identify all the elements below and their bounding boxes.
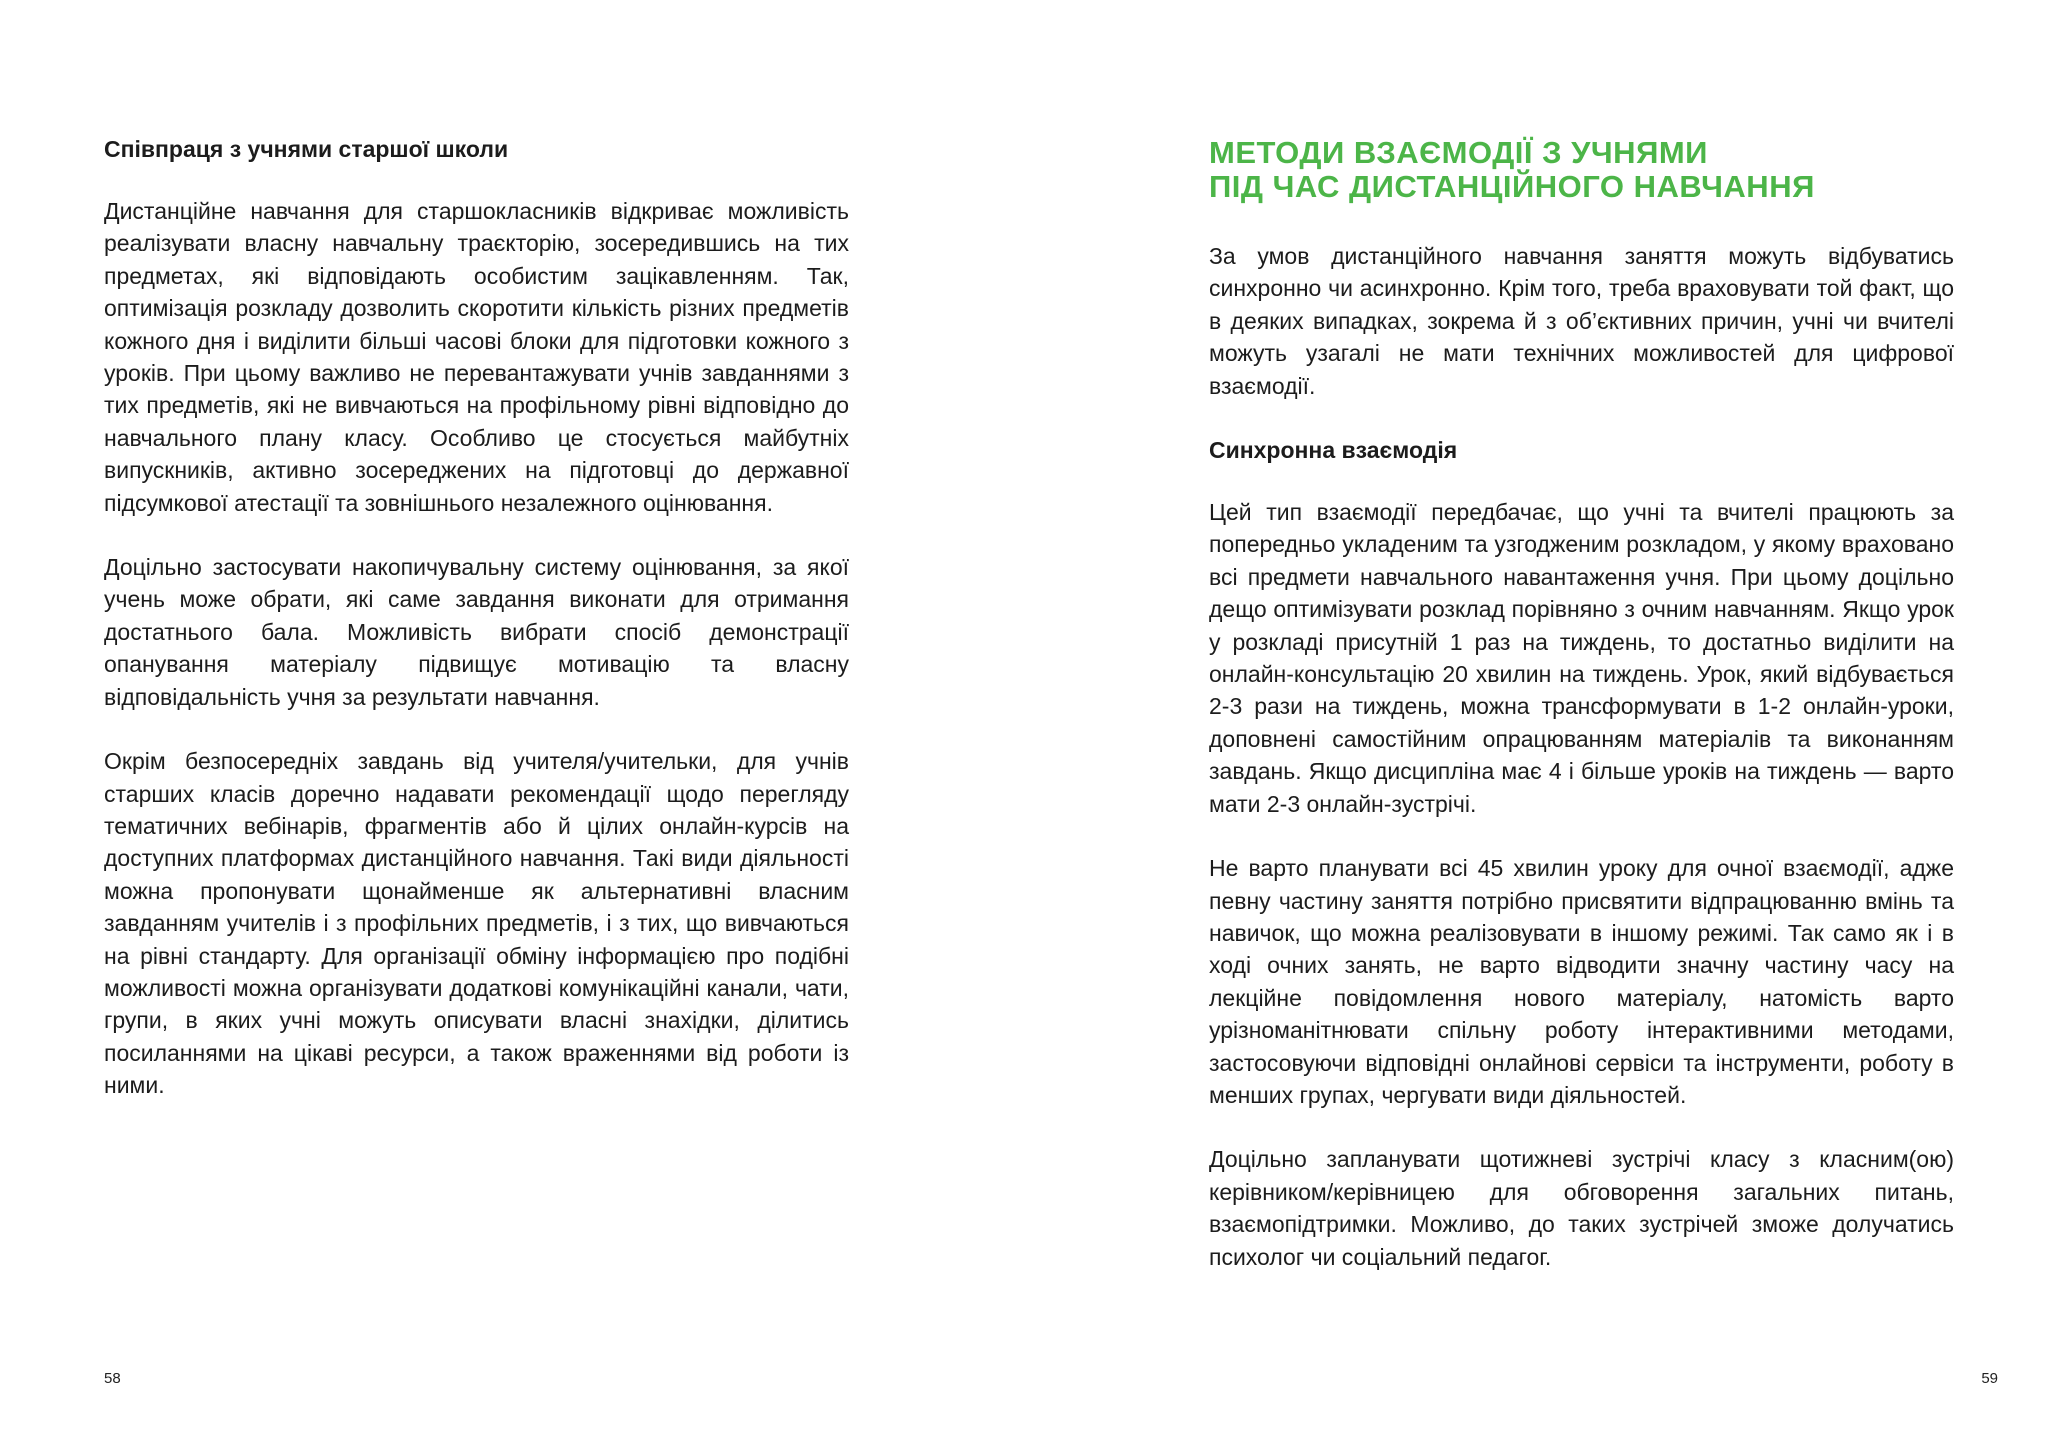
right-column [1209,136,1954,1305]
paragraph: Окрім безпосередніх завдань від учителя/учительки, для учнів старших класів доречно надавати рекомендації щодо перегляду тематичних вебінарів, фрагментів або й цілих онлайн-курсів на доступних платформах дистанційного навчання. Такі види діяльності можна пропонувати щонайменше як альтернативні власним завданням учителів і з профільних предметів, і з тих, що вивчаються на рівні стандарту. Для організації обміну інформацією про подібні можливості можна організувати додаткові комунікаційні канали, чати, групи, в яких учні можуть описувати власні знахідки, ділитись посиланнями на цікаві ресурси, а також враженнями від роботи із ними. [104,748,849,1099]
page-number: 58 [104,1370,121,1387]
paragraph: Не варто планувати всі 45 хвилин уроку для очної взаємодії, адже певну частину заняття потрібно присвятити відпрацюванню вмінь та навичок, що можна реалізовувати в іншому режимі. Так само як і в ході очних занять, не варто відводити значну частину часу на лекційне повідомлення нового матеріалу, натомість варто урізноманітнювати спільну роботу інтерактивними методами, застосовуючи відповідні онлайнові сервіси та інструменти, роботу в менших групах, чергувати види діяльностей. [1209,855,1954,1108]
chapter-title-line-1: МЕТОДИ ВЗАЄМОДІЇ З УЧНЯМИ [1209,135,1708,170]
paragraph: Дистанційне навчання для старшокласників відкриває можливість реалізувати власну навчальну траєкторію, зосередившись на тих предметах, які відповідають особистим зацікавленням. Так, оптимізація розкладу дозволить скоротити кількість різних предметів кожного дня і виділити більші часові блоки для підготовки кожного з уроків. При цьому важливо не перевантажувати учнів завданнями з тих предметів, які не вивчаються на профільному рівні відповідно до навчального плану класу. Особливо це стосується майбутніх випускників, активно зосереджених на підготовці до державної підсумкової атестації та зовнішнього незалежного оцінювання. [104,198,849,516]
paragraph: Доцільно застосувати накопичувальну систему оцінювання, за якої учень може обрати, які саме завдання виконати для отримання достатнього бала. Можливість вибрати спосіб демонстрації опанування матеріалу підвищує мотивацію та власну відповідальність учня за результати навчання. [104,554,849,710]
left-column [104,133,849,1134]
section-heading: Співпраця з учнями старшої школи [104,136,509,162]
right-page [1024,0,2048,1453]
paragraph: Доцільно запланувати щотижневі зустрічі класу з класним(ою) керівником/керівницею для обговорення загальних питань, взаємопідтримки. Можливо, до таких зустрічей зможе долучатись психолог чи соціальний педагог. [1209,1146,1954,1270]
chapter-title-line-2: ПІД ЧАС ДИСТАНЦІЙНОГО НАВЧАННЯ [1209,169,1815,204]
page-number: 59 [1981,1370,1998,1387]
intro-paragraph: За умов дистанційного навчання заняття можуть відбуватись синхронно чи асинхронно. Крім того, треба враховувати той факт, що в деяких випадках, зокрема й з об’єктивних причин, учні чи вчителі можуть узагалі не мати технічних можливостей для цифрової взаємодії. [1209,243,1954,399]
subsection-heading: Синхронна взаємодія [1209,437,1458,464]
paragraph: Цей тип взаємодії передбачає, що учні та вчителі працюють за попередньо укладеним та узгодженим розкладом, у якому враховано всі предмети навчального навантаження учня. При цьому доцільно дещо оптимізувати розклад порівняно з очним навчанням. Якщо урок у розкладі присутній 1 раз на тиждень, то достатньо виділити на онлайн-консультацію 20 хвилин на тиждень. Урок, який відбувається 2-3 рази на тиждень, можна трансформувати в 1-2 онлайн-уроки, доповнені самостійним опрацюванням матеріалів та виконанням завдань. Якщо дисципліна має 4 і більше уроків на тиждень — варто мати 2-3 онлайн-зустрічі. [1209,499,1954,817]
chapter-title [1209,136,1954,204]
